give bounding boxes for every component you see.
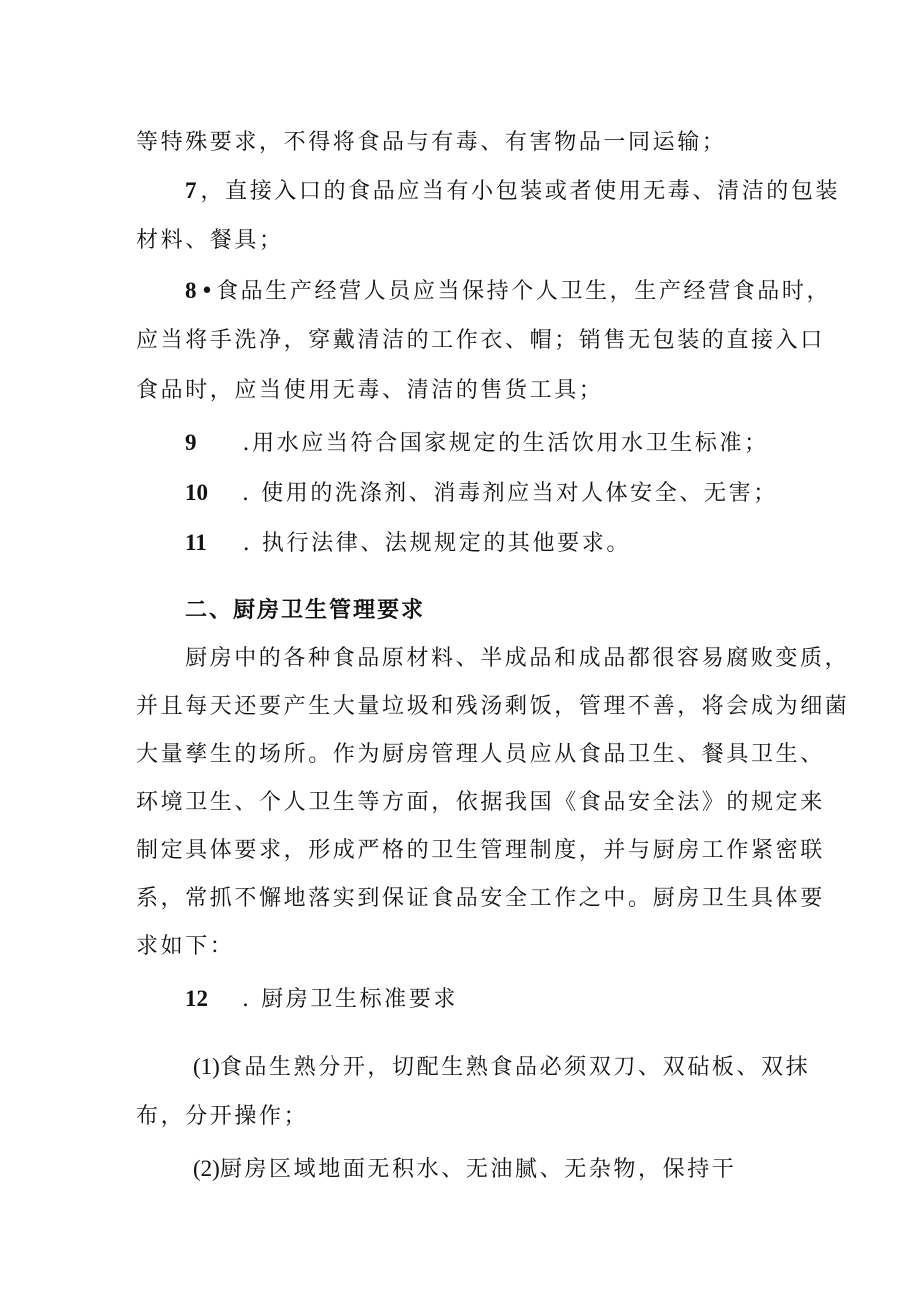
- item-text: .用水应当符合国家规定的生活饮用水卫生标准；: [242, 431, 769, 456]
- item-number: 8: [185, 278, 197, 303]
- item-text: •食品生产经营人员应当保持个人卫生，生产经营食品时，: [200, 279, 832, 304]
- item-number: 9: [185, 430, 197, 455]
- paragraph-line: 食品时，应当使用无毒、清洁的售货工具；: [136, 378, 604, 403]
- paragraph-line: 应当将手洗净，穿戴清洁的工作衣、帽；销售无包装的直接入口: [136, 328, 825, 353]
- paragraph-line: 并且每天还要产生大量垃圾和残汤剩饭，管理不善，将会成为细菌: [136, 694, 850, 719]
- paragraph-line: 制定具体要求，形成严格的卫生管理制度，并与厨房工作紧密联: [136, 838, 825, 863]
- item-number: 11: [185, 530, 207, 555]
- paragraph-line: 大量孳生的场所。作为厨房管理人员应从食品卫生、餐具卫生、: [136, 742, 825, 767]
- paragraph-line: 系，常抓不懈地落实到保证食品安全工作之中。厨房卫生具体要: [136, 886, 825, 911]
- paragraph-line: 厨房中的各种食品原材料、半成品和成品都很容易腐败变质，: [185, 646, 850, 671]
- item-text: . 使用的洗涤剂、消毒剂应当对人体安全、无害；: [242, 481, 778, 506]
- paragraph-line: 布，分开操作；: [136, 1104, 309, 1129]
- list-item-8: [185, 276, 831, 307]
- item-text: 食品生熟分开，切配生熟食品必须双刀、双砧板、双抹: [219, 1055, 811, 1080]
- section-heading: 二、厨房卫生管理要求: [185, 598, 426, 623]
- item-number: 10: [185, 480, 208, 505]
- sub-item-number: (2): [193, 1156, 220, 1181]
- list-item-10: [185, 478, 778, 509]
- list-item-11: [185, 528, 631, 559]
- item-text: 厨房区域地面无积水、无油腻、无杂物，保持干: [219, 1157, 737, 1182]
- list-item-12: [185, 984, 458, 1015]
- paragraph-line: 材料、餐具；: [136, 228, 284, 253]
- sub-item-number: (1): [193, 1054, 220, 1079]
- item-text: ，直接入口的食品应当有小包装或者使用无毒、清洁的包装: [200, 179, 841, 204]
- item-number: 12: [185, 986, 208, 1011]
- sub-item-1: [193, 1052, 810, 1083]
- list-item-7: [185, 176, 840, 207]
- paragraph-line: 求如下：: [136, 934, 235, 959]
- paragraph-line: 环境卫生、个人卫生等方面，依据我国《食品安全法》的规定来: [136, 790, 825, 815]
- item-number: 7: [185, 178, 197, 203]
- paragraph-line: 等特殊要求，不得将食品与有毒、有害物品一同运输；: [136, 130, 727, 155]
- item-text: . 厨房卫生标准要求: [242, 987, 458, 1012]
- sub-item-2: [193, 1154, 736, 1185]
- item-text: . 执行法律、法规规定的其他要求。: [242, 531, 631, 556]
- list-item-9: [185, 428, 769, 459]
